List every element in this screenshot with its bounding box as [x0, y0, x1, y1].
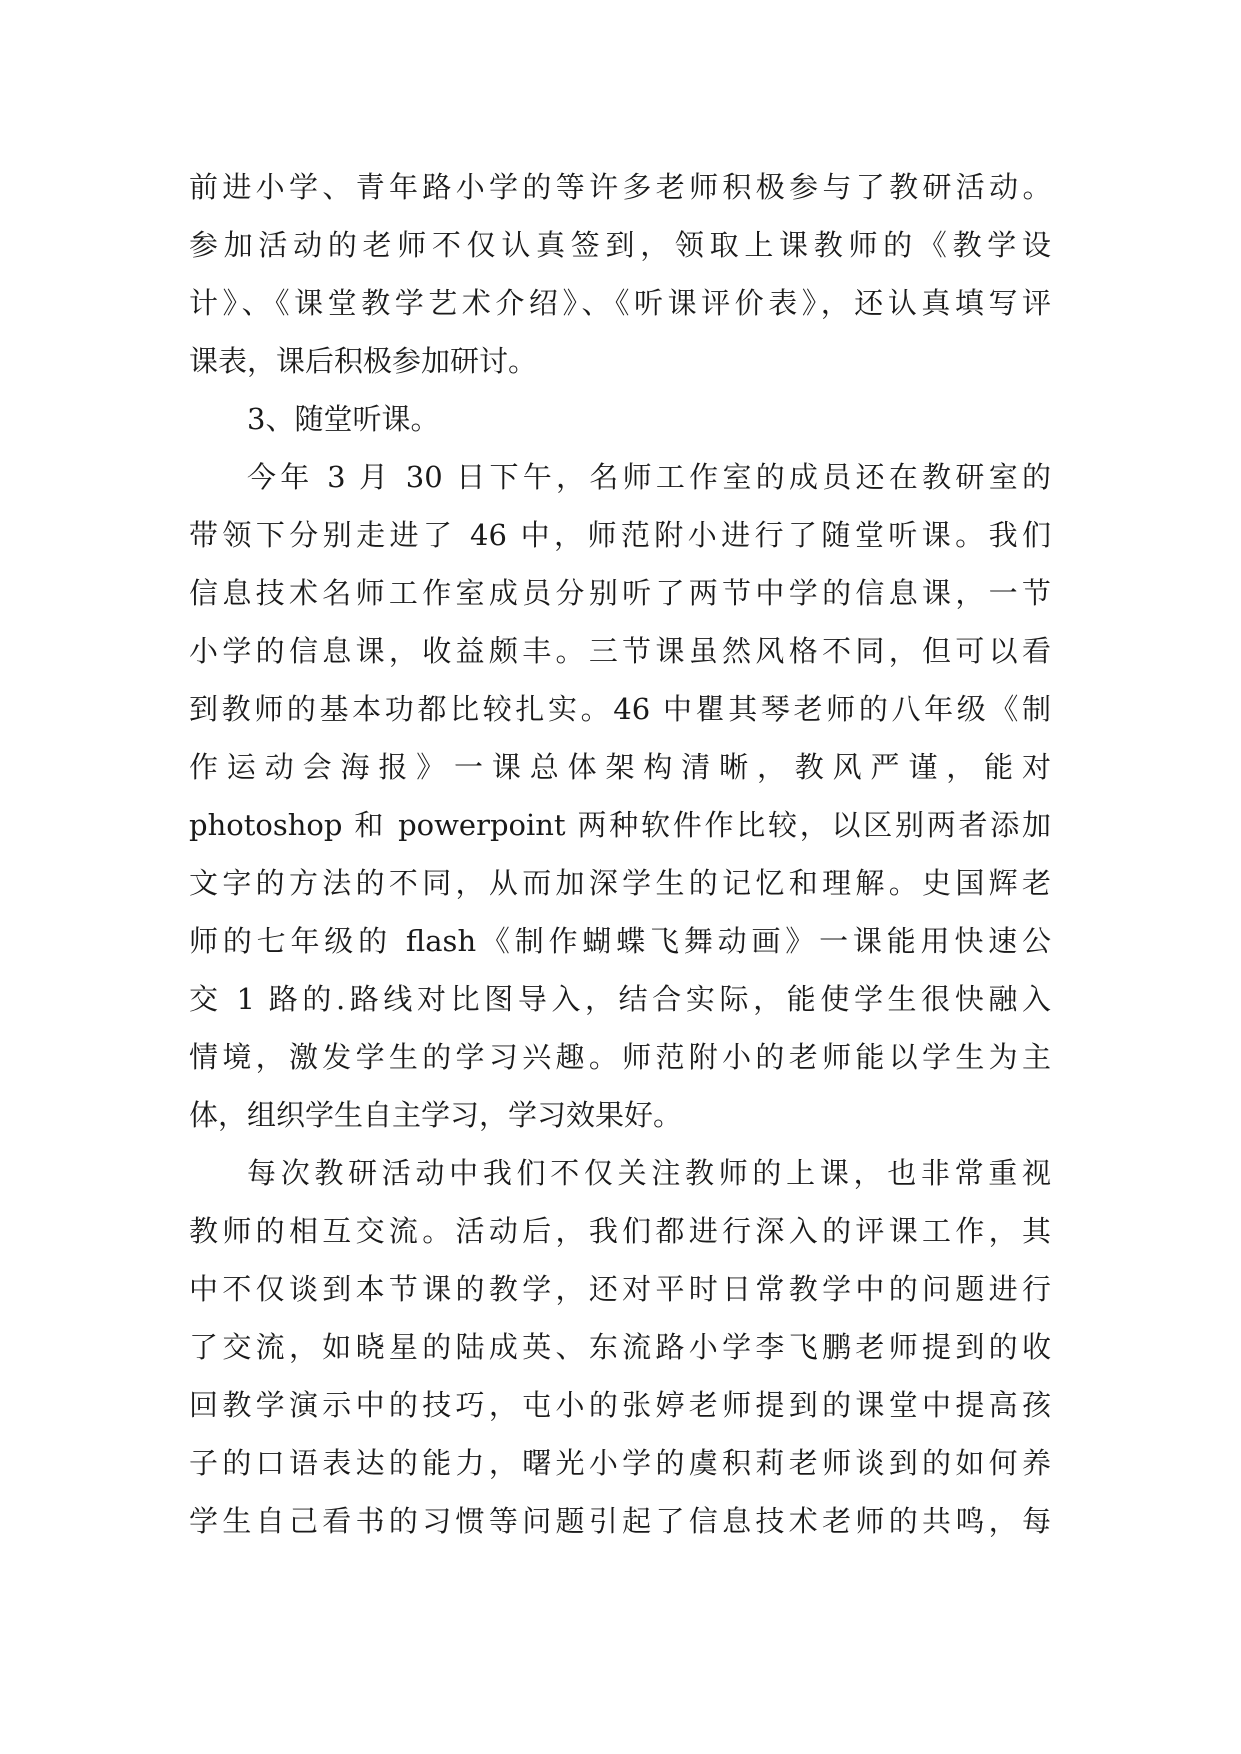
text-line: 子的口语表达的能力，曙光小学的虞积莉老师谈到的如何养 — [189, 1446, 1051, 1480]
text-line: 小学的信息课，收益颇丰。三节课虽然风格不同，但可以看 — [189, 634, 1051, 668]
text-line: 文字的方法的不同，从而加深学生的记忆和理解。史国辉老 — [189, 866, 1051, 900]
paragraph-first-line: 今年 3 月 30 日下午，名师工作室的成员还在教研室的 — [247, 460, 1051, 494]
text-line: 前进小学、青年路小学的等许多老师积极参与了教研活动。 — [189, 170, 1051, 204]
text-line: 回教学演示中的技巧，屯小的张婷老师提到的课堂中提高孩 — [189, 1388, 1051, 1422]
text-line: 教师的相互交流。活动后，我们都进行深入的评课工作，其 — [189, 1214, 1051, 1248]
section-heading: 3、随堂听课。 — [247, 402, 440, 436]
paragraph-end-line: 课表，课后积极参加研讨。 — [189, 344, 538, 378]
text-line: 到教师的基本功都比较扎实。46 中瞿其琴老师的八年级《制 — [189, 692, 1051, 726]
text-line: 参加活动的老师不仅认真签到，领取上课教师的《教学设 — [189, 228, 1051, 262]
text-line: 中不仅谈到本节课的教学，还对平时日常教学中的问题进行 — [189, 1272, 1051, 1306]
text-line: 信息技术名师工作室成员分别听了两节中学的信息课，一节 — [189, 576, 1051, 610]
paragraph-first-line: 每次教研活动中我们不仅关注教师的上课，也非常重视 — [247, 1156, 1051, 1190]
text-line: 作运动会海报》一课总体架构清晰，教风严谨，能对 — [189, 750, 1051, 784]
text-line: 计》、《课堂教学艺术介绍》、《听课评价表》，还认真填写评 — [189, 286, 1051, 320]
text-line: 学生自己看书的习惯等问题引起了信息技术老师的共鸣，每 — [189, 1504, 1051, 1538]
text-line: 了交流，如晓星的陆成英、东流路小学李飞鹏老师提到的收 — [189, 1330, 1051, 1364]
text-line: 带领下分别走进了 46 中，师范附小进行了随堂听课。我们 — [189, 518, 1051, 552]
paragraph-end-line: 体，组织学生自主学习，学习效果好。 — [189, 1098, 683, 1132]
text-line: 交 1 路的.路线对比图导入，结合实际，能使学生很快融入 — [189, 982, 1051, 1016]
text-line: photoshop 和 powerpoint 两种软件作比较，以区别两者添加 — [189, 808, 1051, 842]
text-line: 师的七年级的 flash《制作蝴蝶飞舞动画》一课能用快速公 — [189, 924, 1051, 958]
text-line: 情境，激发学生的学习兴趣。师范附小的老师能以学生为主 — [189, 1040, 1051, 1074]
document-body — [189, 158, 1051, 1550]
